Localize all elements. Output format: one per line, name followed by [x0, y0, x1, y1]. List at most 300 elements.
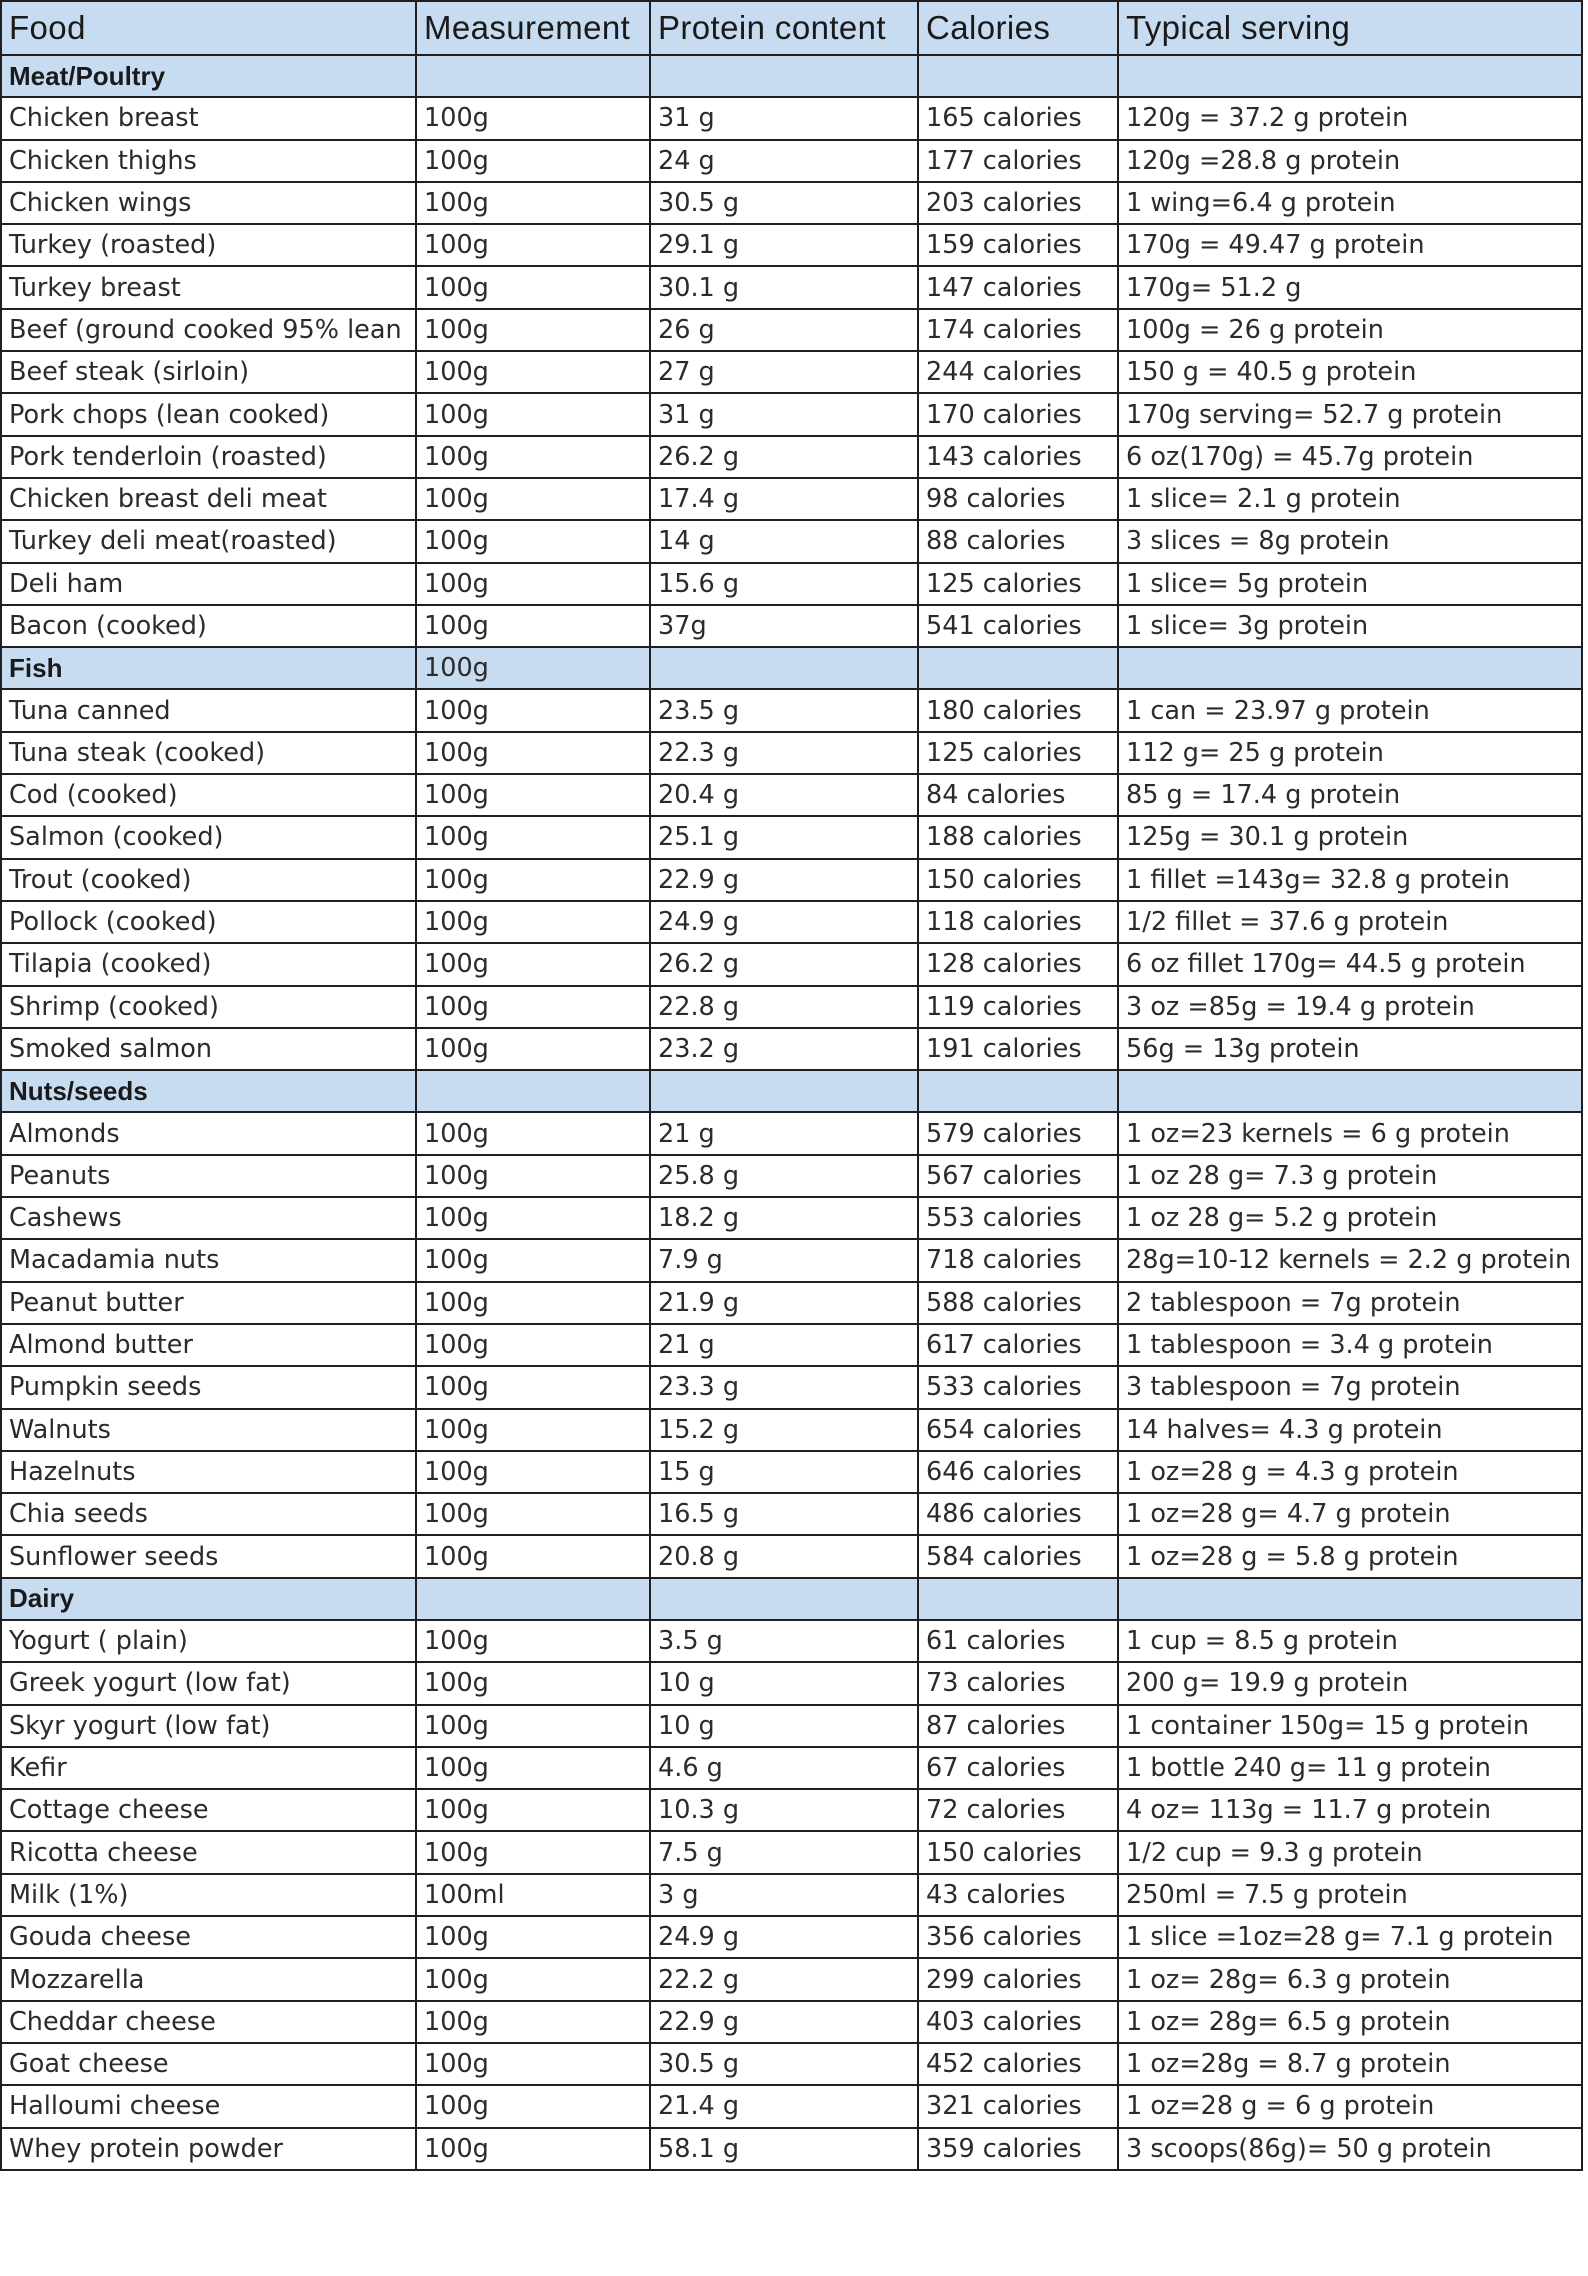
protein-cell: 15.2 g — [650, 1409, 918, 1451]
table-row — [1, 520, 1582, 562]
table-row — [1, 1409, 1582, 1451]
section-empty-cell — [650, 1578, 918, 1620]
calories-cell: 299 calories — [918, 1958, 1118, 2000]
protein-cell: 7.9 g — [650, 1239, 918, 1281]
serving-cell: 1 oz=28 g = 6 g protein — [1118, 2085, 1582, 2127]
table-row — [1, 689, 1582, 731]
serving-cell: 6 oz fillet 170g= 44.5 g protein — [1118, 943, 1582, 985]
serving-cell: 1 oz= 28g= 6.3 g protein — [1118, 1958, 1582, 2000]
protein-cell: 10.3 g — [650, 1789, 918, 1831]
table-row — [1, 1789, 1582, 1831]
food-cell: Ricotta cheese — [1, 1831, 416, 1873]
table-row — [1, 1112, 1582, 1154]
table-row — [1, 309, 1582, 351]
table-row — [1, 436, 1582, 478]
measurement-cell: 100g — [416, 1409, 650, 1451]
calories-cell: 177 calories — [918, 140, 1118, 182]
measurement-cell: 100g — [416, 1239, 650, 1281]
section-measurement-cell — [416, 55, 650, 97]
serving-cell: 100g = 26 g protein — [1118, 309, 1582, 351]
measurement-cell: 100ml — [416, 1874, 650, 1916]
table-row — [1, 2001, 1582, 2043]
calories-cell: 150 calories — [918, 1831, 1118, 1873]
measurement-cell: 100g — [416, 563, 650, 605]
section-empty-cell — [1118, 1070, 1582, 1112]
measurement-cell: 100g — [416, 309, 650, 351]
serving-cell: 1 tablespoon = 3.4 g protein — [1118, 1324, 1582, 1366]
serving-cell: 28g=10-12 kernels = 2.2 g protein — [1118, 1239, 1582, 1281]
section-title: Nuts/seeds — [1, 1070, 416, 1112]
table-row — [1, 1874, 1582, 1916]
calories-cell: 321 calories — [918, 2085, 1118, 2127]
table-row — [1, 478, 1582, 520]
serving-cell: 200 g= 19.9 g protein — [1118, 1662, 1582, 1704]
measurement-cell: 100g — [416, 1662, 650, 1704]
table-row — [1, 1028, 1582, 1070]
protein-cell: 3 g — [650, 1874, 918, 1916]
measurement-cell: 100g — [416, 732, 650, 774]
calories-cell: 579 calories — [918, 1112, 1118, 1154]
measurement-cell: 100g — [416, 1789, 650, 1831]
protein-cell: 20.4 g — [650, 774, 918, 816]
serving-cell: 120g =28.8 g protein — [1118, 140, 1582, 182]
table-row — [1, 2128, 1582, 2170]
section-empty-cell — [918, 55, 1118, 97]
section-title: Meat/Poultry — [1, 55, 416, 97]
measurement-cell: 100g — [416, 1831, 650, 1873]
food-cell: Halloumi cheese — [1, 2085, 416, 2127]
protein-cell: 16.5 g — [650, 1493, 918, 1535]
protein-cell: 23.2 g — [650, 1028, 918, 1070]
calories-cell: 43 calories — [918, 1874, 1118, 1916]
section-empty-cell — [918, 1578, 1118, 1620]
section-empty-cell — [1118, 1578, 1582, 1620]
table-row — [1, 1282, 1582, 1324]
food-cell: Beef steak (sirloin) — [1, 351, 416, 393]
table-row — [1, 1451, 1582, 1493]
food-cell: Almond butter — [1, 1324, 416, 1366]
measurement-cell: 100g — [416, 859, 650, 901]
calories-cell: 553 calories — [918, 1197, 1118, 1239]
table-row — [1, 1366, 1582, 1408]
serving-cell: 1 slice= 3g protein — [1118, 605, 1582, 647]
table-row — [1, 732, 1582, 774]
serving-cell: 1 slice= 5g protein — [1118, 563, 1582, 605]
serving-cell: 1 oz= 28g= 6.5 g protein — [1118, 2001, 1582, 2043]
measurement-cell: 100g — [416, 943, 650, 985]
section-empty-cell — [1118, 647, 1582, 689]
protein-cell: 31 g — [650, 393, 918, 435]
calories-cell: 584 calories — [918, 1535, 1118, 1577]
calories-cell: 588 calories — [918, 1282, 1118, 1324]
section-empty-cell — [650, 55, 918, 97]
calories-cell: 174 calories — [918, 309, 1118, 351]
header-row — [1, 1, 1582, 55]
serving-cell: 170g serving= 52.7 g protein — [1118, 393, 1582, 435]
measurement-cell: 100g — [416, 1366, 650, 1408]
calories-cell: 165 calories — [918, 97, 1118, 139]
food-cell: Tilapia (cooked) — [1, 943, 416, 985]
protein-cell: 22.2 g — [650, 1958, 918, 2000]
section-empty-cell — [650, 647, 918, 689]
food-cell: Cashews — [1, 1197, 416, 1239]
food-cell: Cod (cooked) — [1, 774, 416, 816]
calories-cell: 125 calories — [918, 732, 1118, 774]
measurement-cell: 100g — [416, 1705, 650, 1747]
protein-cell: 24.9 g — [650, 901, 918, 943]
table-row — [1, 1535, 1582, 1577]
food-cell: Beef (ground cooked 95% lean — [1, 309, 416, 351]
measurement-cell: 100g — [416, 1747, 650, 1789]
measurement-cell: 100g — [416, 97, 650, 139]
serving-cell: 1 bottle 240 g= 11 g protein — [1118, 1747, 1582, 1789]
food-cell: Turkey deli meat(roasted) — [1, 520, 416, 562]
serving-cell: 1 oz 28 g= 7.3 g protein — [1118, 1155, 1582, 1197]
section-empty-cell — [650, 1070, 918, 1112]
calories-cell: 159 calories — [918, 224, 1118, 266]
table-row — [1, 1662, 1582, 1704]
measurement-cell: 100g — [416, 2128, 650, 2170]
measurement-cell: 100g — [416, 1535, 650, 1577]
section-row — [1, 647, 1582, 689]
measurement-cell: 100g — [416, 1197, 650, 1239]
measurement-cell: 100g — [416, 2001, 650, 2043]
protein-cell: 22.3 g — [650, 732, 918, 774]
section-row — [1, 1070, 1582, 1112]
section-title: Fish — [1, 647, 416, 689]
protein-cell: 20.8 g — [650, 1535, 918, 1577]
protein-cell: 21.9 g — [650, 1282, 918, 1324]
measurement-cell: 100g — [416, 901, 650, 943]
measurement-cell: 100g — [416, 436, 650, 478]
protein-cell: 24 g — [650, 140, 918, 182]
table-row — [1, 1493, 1582, 1535]
serving-cell: 1 can = 23.97 g protein — [1118, 689, 1582, 731]
calories-cell: 98 calories — [918, 478, 1118, 520]
section-empty-cell — [918, 1070, 1118, 1112]
calories-cell: 356 calories — [918, 1916, 1118, 1958]
calories-cell: 143 calories — [918, 436, 1118, 478]
calories-cell: 128 calories — [918, 943, 1118, 985]
food-cell: Kefir — [1, 1747, 416, 1789]
protein-cell: 17.4 g — [650, 478, 918, 520]
food-cell: Yogurt ( plain) — [1, 1620, 416, 1662]
serving-cell: 85 g = 17.4 g protein — [1118, 774, 1582, 816]
protein-cell: 23.5 g — [650, 689, 918, 731]
table-row — [1, 1324, 1582, 1366]
measurement-cell: 100g — [416, 393, 650, 435]
food-cell: Gouda cheese — [1, 1916, 416, 1958]
table-row — [1, 224, 1582, 266]
section-title: Dairy — [1, 1578, 416, 1620]
food-cell: Macadamia nuts — [1, 1239, 416, 1281]
measurement-cell: 100g — [416, 351, 650, 393]
table-row — [1, 1197, 1582, 1239]
table-row — [1, 2085, 1582, 2127]
protein-cell: 21 g — [650, 1324, 918, 1366]
food-cell: Mozzarella — [1, 1958, 416, 2000]
measurement-cell: 100g — [416, 520, 650, 562]
calories-cell: 125 calories — [918, 563, 1118, 605]
serving-cell: 120g = 37.2 g protein — [1118, 97, 1582, 139]
serving-cell: 1 oz=28g = 8.7 g protein — [1118, 2043, 1582, 2085]
table-row — [1, 1916, 1582, 1958]
calories-cell: 87 calories — [918, 1705, 1118, 1747]
food-cell: Hazelnuts — [1, 1451, 416, 1493]
food-cell: Skyr yogurt (low fat) — [1, 1705, 416, 1747]
table-row — [1, 605, 1582, 647]
measurement-cell: 100g — [416, 689, 650, 731]
section-row — [1, 1578, 1582, 1620]
food-cell: Turkey (roasted) — [1, 224, 416, 266]
calories-cell: 170 calories — [918, 393, 1118, 435]
table-row — [1, 774, 1582, 816]
measurement-cell: 100g — [416, 1451, 650, 1493]
table-row — [1, 97, 1582, 139]
protein-cell: 10 g — [650, 1662, 918, 1704]
measurement-cell: 100g — [416, 774, 650, 816]
measurement-cell: 100g — [416, 816, 650, 858]
calories-cell: 67 calories — [918, 1747, 1118, 1789]
column-header-typical-serving: Typical serving — [1118, 1, 1582, 55]
food-cell: Sunflower seeds — [1, 1535, 416, 1577]
table-row — [1, 351, 1582, 393]
calories-cell: 150 calories — [918, 859, 1118, 901]
measurement-cell: 100g — [416, 1282, 650, 1324]
measurement-cell: 100g — [416, 478, 650, 520]
serving-cell: 125g = 30.1 g protein — [1118, 816, 1582, 858]
measurement-cell: 100g — [416, 1916, 650, 1958]
protein-cell: 23.3 g — [650, 1366, 918, 1408]
measurement-cell: 100g — [416, 1155, 650, 1197]
serving-cell: 1 oz=28 g = 4.3 g protein — [1118, 1451, 1582, 1493]
table-row — [1, 816, 1582, 858]
food-cell: Walnuts — [1, 1409, 416, 1451]
calories-cell: 403 calories — [918, 2001, 1118, 2043]
calories-cell: 188 calories — [918, 816, 1118, 858]
food-cell: Chicken breast deli meat — [1, 478, 416, 520]
protein-cell: 30.1 g — [650, 266, 918, 308]
table-row — [1, 943, 1582, 985]
serving-cell: 4 oz= 113g = 11.7 g protein — [1118, 1789, 1582, 1831]
protein-cell: 25.8 g — [650, 1155, 918, 1197]
serving-cell: 2 tablespoon = 7g protein — [1118, 1282, 1582, 1324]
food-cell: Peanuts — [1, 1155, 416, 1197]
calories-cell: 486 calories — [918, 1493, 1118, 1535]
protein-cell: 26.2 g — [650, 943, 918, 985]
serving-cell: 250ml = 7.5 g protein — [1118, 1874, 1582, 1916]
protein-cell: 10 g — [650, 1705, 918, 1747]
table-row — [1, 182, 1582, 224]
serving-cell: 1 oz=23 kernels = 6 g protein — [1118, 1112, 1582, 1154]
section-measurement-cell — [416, 1578, 650, 1620]
serving-cell: 3 tablespoon = 7g protein — [1118, 1366, 1582, 1408]
protein-cell: 22.8 g — [650, 986, 918, 1028]
column-header-protein-content: Protein content — [650, 1, 918, 55]
section-empty-cell — [1118, 55, 1582, 97]
table-row — [1, 1747, 1582, 1789]
protein-cell: 37g — [650, 605, 918, 647]
serving-cell: 1/2 fillet = 37.6 g protein — [1118, 901, 1582, 943]
table-row — [1, 1958, 1582, 2000]
measurement-cell: 100g — [416, 1620, 650, 1662]
serving-cell: 112 g= 25 g protein — [1118, 732, 1582, 774]
table-row — [1, 2043, 1582, 2085]
protein-cell: 22.9 g — [650, 859, 918, 901]
protein-cell: 24.9 g — [650, 1916, 918, 1958]
serving-cell: 14 halves= 4.3 g protein — [1118, 1409, 1582, 1451]
food-cell: Shrimp (cooked) — [1, 986, 416, 1028]
serving-cell: 3 slices = 8g protein — [1118, 520, 1582, 562]
calories-cell: 73 calories — [918, 1662, 1118, 1704]
table-row — [1, 563, 1582, 605]
protein-cell: 26.2 g — [650, 436, 918, 478]
section-row — [1, 55, 1582, 97]
food-cell: Peanut butter — [1, 1282, 416, 1324]
serving-cell: 1 cup = 8.5 g protein — [1118, 1620, 1582, 1662]
table-row — [1, 1155, 1582, 1197]
measurement-cell: 100g — [416, 224, 650, 266]
protein-cell: 21.4 g — [650, 2085, 918, 2127]
calories-cell: 191 calories — [918, 1028, 1118, 1070]
measurement-cell: 100g — [416, 1324, 650, 1366]
protein-cell: 30.5 g — [650, 2043, 918, 2085]
protein-cell: 22.9 g — [650, 2001, 918, 2043]
serving-cell: 1 oz=28 g= 4.7 g protein — [1118, 1493, 1582, 1535]
serving-cell: 150 g = 40.5 g protein — [1118, 351, 1582, 393]
food-cell: Trout (cooked) — [1, 859, 416, 901]
protein-cell: 18.2 g — [650, 1197, 918, 1239]
calories-cell: 541 calories — [918, 605, 1118, 647]
column-header-food: Food — [1, 1, 416, 55]
serving-cell: 170g= 51.2 g — [1118, 266, 1582, 308]
table-row — [1, 140, 1582, 182]
protein-cell: 58.1 g — [650, 2128, 918, 2170]
protein-cell: 14 g — [650, 520, 918, 562]
food-cell: Whey protein powder — [1, 2128, 416, 2170]
serving-cell: 1 slice= 2.1 g protein — [1118, 478, 1582, 520]
calories-cell: 72 calories — [918, 1789, 1118, 1831]
protein-cell: 31 g — [650, 97, 918, 139]
food-cell: Cheddar cheese — [1, 2001, 416, 2043]
measurement-cell: 100g — [416, 1028, 650, 1070]
column-header-calories: Calories — [918, 1, 1118, 55]
food-cell: Milk (1%) — [1, 1874, 416, 1916]
food-cell: Tuna canned — [1, 689, 416, 731]
food-cell: Chicken breast — [1, 97, 416, 139]
food-cell: Cottage cheese — [1, 1789, 416, 1831]
table-row — [1, 901, 1582, 943]
table-row — [1, 266, 1582, 308]
protein-cell: 30.5 g — [650, 182, 918, 224]
protein-cell: 21 g — [650, 1112, 918, 1154]
calories-cell: 359 calories — [918, 2128, 1118, 2170]
section-empty-cell — [918, 647, 1118, 689]
food-cell: Chia seeds — [1, 1493, 416, 1535]
section-measurement-cell: 100g — [416, 647, 650, 689]
protein-cell: 26 g — [650, 309, 918, 351]
table-row — [1, 859, 1582, 901]
calories-cell: 118 calories — [918, 901, 1118, 943]
calories-cell: 180 calories — [918, 689, 1118, 731]
measurement-cell: 100g — [416, 1112, 650, 1154]
serving-cell: 1 fillet =143g= 32.8 g protein — [1118, 859, 1582, 901]
protein-cell: 25.1 g — [650, 816, 918, 858]
measurement-cell: 100g — [416, 266, 650, 308]
food-cell: Pork chops (lean cooked) — [1, 393, 416, 435]
serving-cell: 1 container 150g= 15 g protein — [1118, 1705, 1582, 1747]
protein-cell: 15.6 g — [650, 563, 918, 605]
serving-cell: 1 wing=6.4 g protein — [1118, 182, 1582, 224]
food-cell: Pork tenderloin (roasted) — [1, 436, 416, 478]
food-cell: Tuna steak (cooked) — [1, 732, 416, 774]
serving-cell: 1/2 cup = 9.3 g protein — [1118, 1831, 1582, 1873]
food-cell: Goat cheese — [1, 2043, 416, 2085]
calories-cell: 533 calories — [918, 1366, 1118, 1408]
food-cell: Almonds — [1, 1112, 416, 1154]
protein-cell: 15 g — [650, 1451, 918, 1493]
table-body — [1, 55, 1582, 2170]
calories-cell: 244 calories — [918, 351, 1118, 393]
measurement-cell: 100g — [416, 2043, 650, 2085]
food-cell: Bacon (cooked) — [1, 605, 416, 647]
calories-cell: 452 calories — [918, 2043, 1118, 2085]
calories-cell: 203 calories — [918, 182, 1118, 224]
table-row — [1, 393, 1582, 435]
protein-cell: 7.5 g — [650, 1831, 918, 1873]
measurement-cell: 100g — [416, 605, 650, 647]
measurement-cell: 100g — [416, 1493, 650, 1535]
calories-cell: 718 calories — [918, 1239, 1118, 1281]
measurement-cell: 100g — [416, 2085, 650, 2127]
food-cell: Deli ham — [1, 563, 416, 605]
serving-cell: 56g = 13g protein — [1118, 1028, 1582, 1070]
serving-cell: 1 slice =1oz=28 g= 7.1 g protein — [1118, 1916, 1582, 1958]
section-measurement-cell — [416, 1070, 650, 1112]
serving-cell: 6 oz(170g) = 45.7g protein — [1118, 436, 1582, 478]
protein-cell: 3.5 g — [650, 1620, 918, 1662]
food-cell: Greek yogurt (low fat) — [1, 1662, 416, 1704]
calories-cell: 617 calories — [918, 1324, 1118, 1366]
serving-cell: 1 oz 28 g= 5.2 g protein — [1118, 1197, 1582, 1239]
protein-cell: 4.6 g — [650, 1747, 918, 1789]
food-cell: Salmon (cooked) — [1, 816, 416, 858]
table-row — [1, 986, 1582, 1028]
measurement-cell: 100g — [416, 986, 650, 1028]
calories-cell: 654 calories — [918, 1409, 1118, 1451]
calories-cell: 61 calories — [918, 1620, 1118, 1662]
calories-cell: 88 calories — [918, 520, 1118, 562]
measurement-cell: 100g — [416, 1958, 650, 2000]
food-cell: Chicken thighs — [1, 140, 416, 182]
food-cell: Turkey breast — [1, 266, 416, 308]
serving-cell: 1 oz=28 g = 5.8 g protein — [1118, 1535, 1582, 1577]
table-row — [1, 1620, 1582, 1662]
calories-cell: 567 calories — [918, 1155, 1118, 1197]
serving-cell: 3 oz =85g = 19.4 g protein — [1118, 986, 1582, 1028]
protein-cell: 29.1 g — [650, 224, 918, 266]
food-cell: Pumpkin seeds — [1, 1366, 416, 1408]
table-row — [1, 1705, 1582, 1747]
calories-cell: 147 calories — [918, 266, 1118, 308]
column-header-measurement: Measurement — [416, 1, 650, 55]
serving-cell: 170g = 49.47 g protein — [1118, 224, 1582, 266]
table-row — [1, 1239, 1582, 1281]
calories-cell: 119 calories — [918, 986, 1118, 1028]
calories-cell: 84 calories — [918, 774, 1118, 816]
protein-cell: 27 g — [650, 351, 918, 393]
calories-cell: 646 calories — [918, 1451, 1118, 1493]
